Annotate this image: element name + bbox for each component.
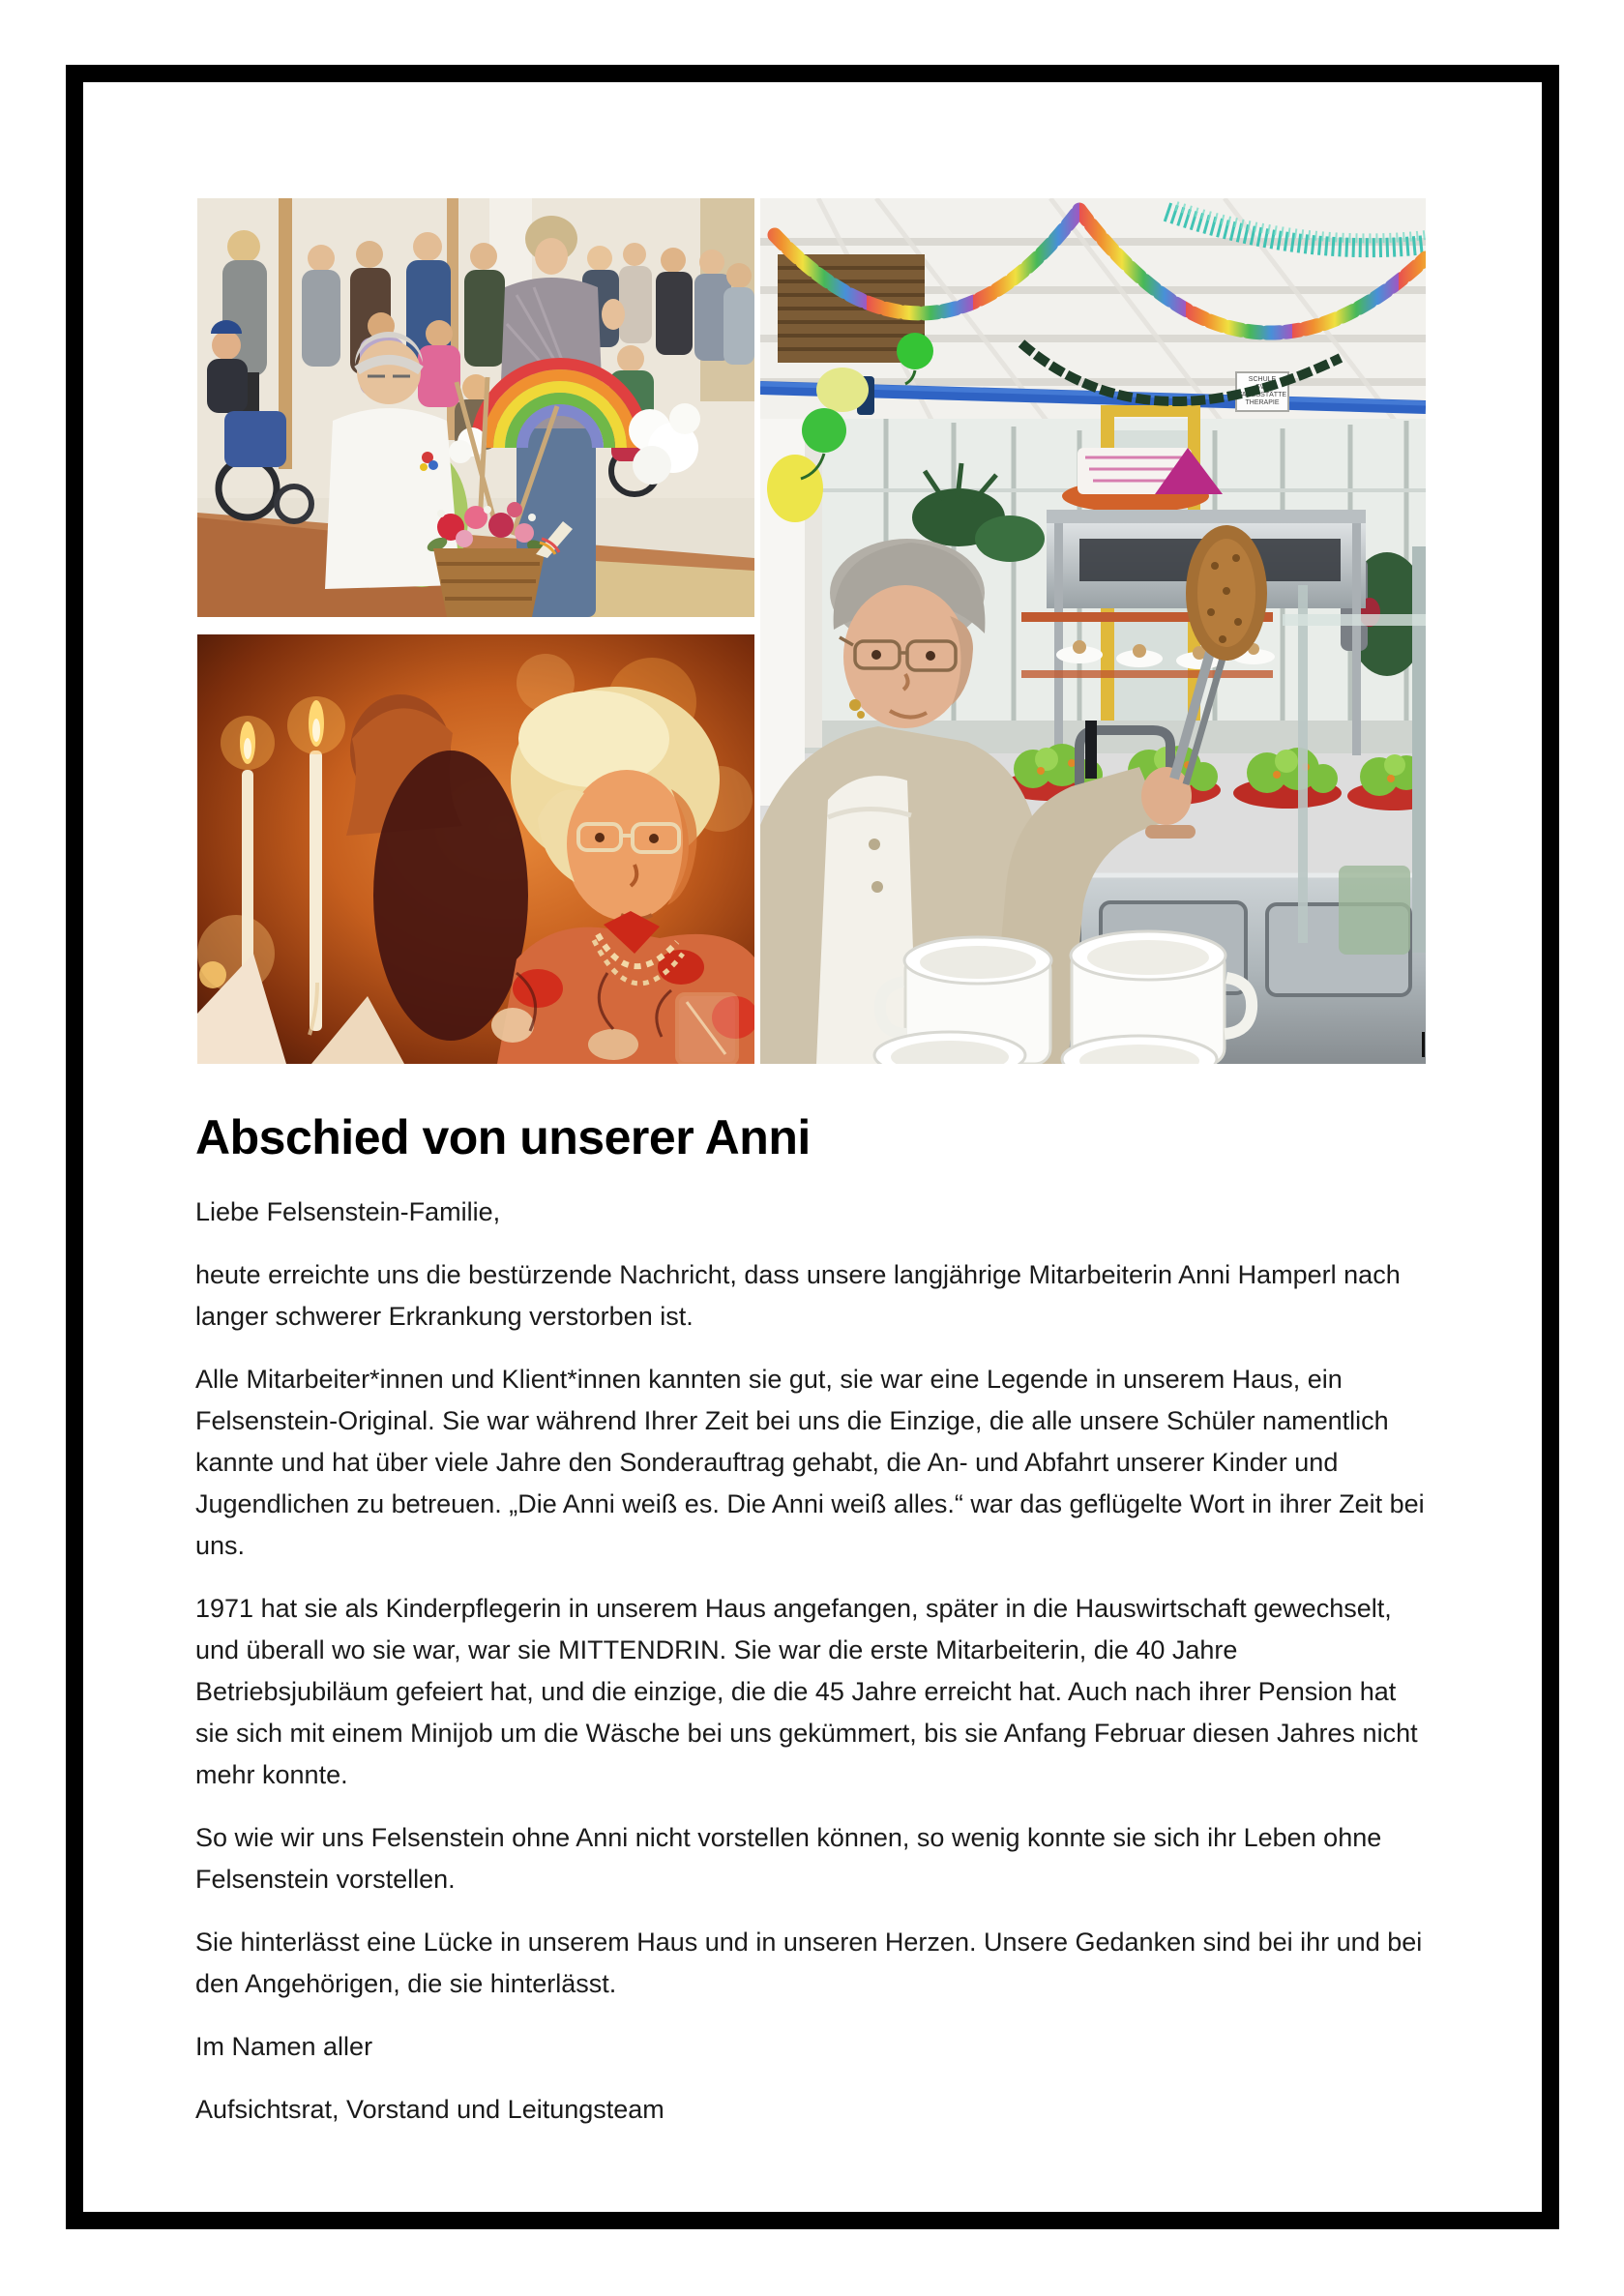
letter-body: [195, 1105, 1433, 2152]
closing-line: Im Namen aller: [195, 2032, 373, 2061]
sign-line-1: SCHULE: [1248, 376, 1277, 383]
signature-line: Aufsichtsrat, Vorstand und Leitungsteam: [195, 2095, 664, 2124]
paragraph-condolence: Sie hinterlässt eine Lücke in unserem Haus und in unseren Herzen. Unsere Gedanken sind bei ihr und bei den Angehörigen, die sie hinterlässt.: [195, 1928, 1423, 1998]
page-title: Abschied von unserer Anni: [195, 1110, 811, 1164]
photo-celebration-art: [197, 198, 754, 617]
photo-candlelight: [197, 634, 754, 1064]
photo-celebration: [197, 198, 754, 617]
paragraph-reflection: So wie wir uns Felsenstein ohne Anni nicht vorstellen können, so wenig konnte sie sich ihr Leben ohne Felsenstein vorstellen.: [195, 1823, 1382, 1894]
photo-cafeteria: [760, 198, 1426, 1064]
paragraph-news: heute erreichte uns die bestürzende Nachricht, dass unsere langjährige Mitarbeiterin Anni Hamperl nach langer schwerer Erkrankung verstorben ist.: [195, 1260, 1401, 1331]
salutation: Liebe Felsenstein-Familie,: [195, 1197, 501, 1226]
sign-line-4: THERAPIE: [1245, 399, 1280, 406]
photo-candlelight-art: [197, 634, 754, 1064]
drinking-glass: [677, 994, 737, 1064]
paragraph-career: 1971 hat sie als Kinderpflegerin in unserem Haus angefangen, später in die Hauswirtschaft gewechselt, und überall wo sie war, war sie MITTENDRIN. Sie war die erste Mitarbeiterin, die 40 Jahre Betriebsjubiläum gefeiert hat, und die einzige, die die 45 Jahre erreicht hat. Auch nach ihrer Pension hat sie sich mit einem Minijob um die Wäsche bei uns gekümmert, bis sie Anfang Februar diesen Jahres nicht mehr konnte.: [195, 1594, 1418, 1789]
sign-line-2: SVE: [1255, 384, 1270, 391]
sign-line-3: TAGESSTÄTTE: [1237, 392, 1287, 398]
photo-cafeteria-art: [760, 198, 1426, 1064]
paragraph-legend: Alle Mitarbeiter*innen und Klient*innen kannten sie gut, sie war eine Legende in unserem Haus, ein Felsenstein-Original. Sie war während Ihrer Zeit bei uns die Einzige, die alle unsere Schüler namentlich kannte und hat über viele Jahre den Sonderauftrag gehabt, die An- und Abfahrt unserer Kinder und Jugendlichen zu betreuen. „Die Anni weiß es. Die Anni weiß alles.“ war das geflügelte Wort in ihrer Zeit bei uns.: [195, 1365, 1425, 1560]
